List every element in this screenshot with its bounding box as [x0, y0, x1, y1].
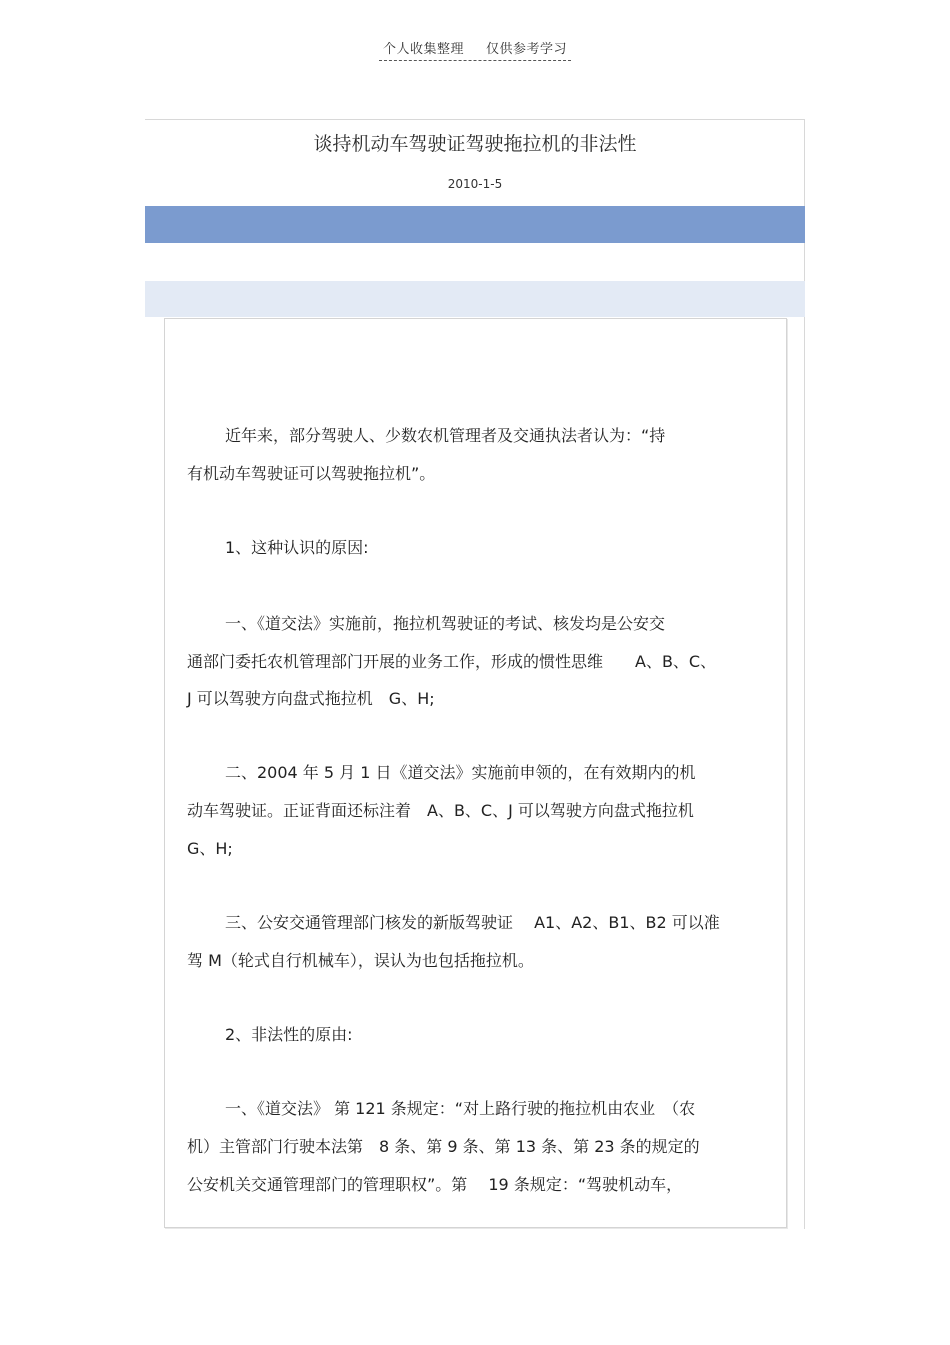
paragraph-line: J 可以驾驶方向盘式拖拉机 G、H; [187, 689, 435, 708]
paragraph-line: G、H; [187, 839, 233, 858]
paragraph-line: 一、《道交法》 第 121 条规定：“对上路行驶的拖拉机由农业 （农 [225, 1099, 696, 1118]
page-header [0, 38, 950, 61]
paragraph-line: 驾 M（轮式自行机械车），误认为也包括拖拉机。 [187, 951, 534, 970]
page-header-text [379, 38, 571, 61]
page-header-right: 仅供参考学习 [486, 42, 568, 57]
section-heading: 1、这种认识的原因: [225, 538, 369, 557]
section-heading: 2、非法性的原由: [225, 1025, 353, 1044]
article-date: 2010-1-5 [447, 177, 503, 191]
header-band-dark [145, 206, 805, 243]
paragraph-line: 一、《道交法》实施前，拖拉机驾驶证的考试、核发均是公安交 [225, 614, 666, 633]
paragraph-line: 三、公安交通管理部门核发的新版驾驶证 A1、A2、B1、B2 可以准 [225, 913, 720, 932]
paragraph-line: 近年来，部分驾驶人、少数农机管理者及交通执法者认为：“持 [225, 426, 666, 445]
paragraph-line: 机）主管部门行驶本法第 8 条、第 9 条、第 13 条、第 23 条的规定的 [187, 1137, 700, 1156]
page-header-left: 个人收集整理 [382, 42, 464, 57]
header-band-light [145, 281, 805, 317]
paragraph-line: 公安机关交通管理部门的管理职权”。第 19 条规定：“驾驶机动车， [187, 1175, 683, 1194]
article-title: 谈持机动车驾驶证驾驶拖拉机的非法性 [313, 133, 637, 155]
paragraph-line: 有机动车驾驶证可以驾驶拖拉机”。 [187, 464, 436, 483]
paragraph-line: 通部门委托农机管理部门开展的业务工作，形成的惯性思维 A、B、C、 [187, 652, 717, 671]
paragraph-line: 二、2004 年 5 月 1 日《道交法》实施前申领的，在有效期内的机 [225, 763, 696, 782]
paragraph-line: 动车驾驶证。正证背面还标注着 A、B、C、J 可以驾驶方向盘式拖拉机 [187, 801, 694, 820]
